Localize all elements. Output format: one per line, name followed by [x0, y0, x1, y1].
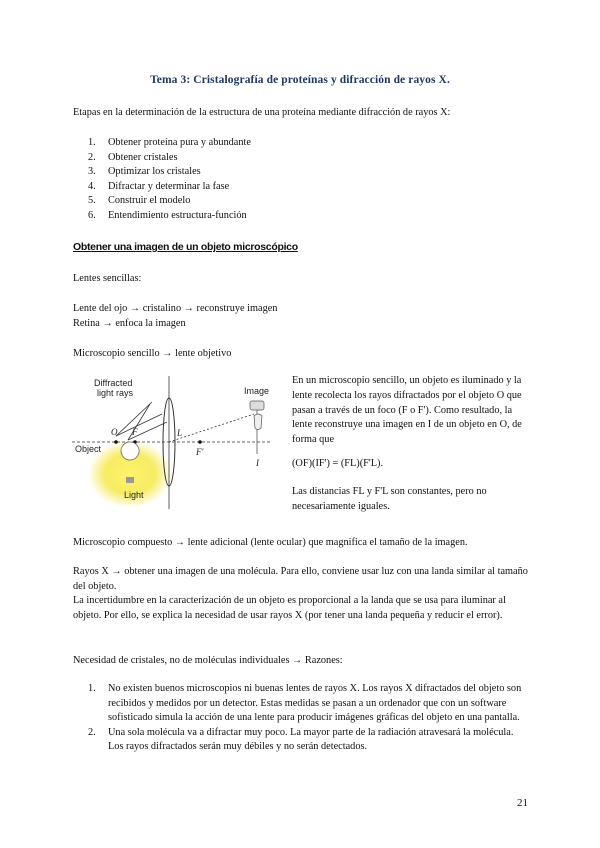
list-text: Optimizar los cristales — [108, 166, 201, 178]
list-number: 3. — [88, 166, 96, 178]
list-item — [88, 209, 251, 224]
intro-paragraph: Etapas en la determinación de la estructura de una proteína mediante difracción de rayos X: — [73, 107, 451, 118]
necesidad-paragraph: Necesidad de cristales, no de moléculas individuales → Razones: — [73, 655, 343, 666]
label-O: O — [111, 427, 118, 437]
label-light: Light — [124, 490, 144, 500]
list-text: Obtener proteína pura y abundante — [108, 137, 251, 148]
list-item — [88, 151, 251, 166]
incertidumbre-paragraph: La incertidumbre en la caracterización de un objeto es proporcional a la landa que se usa para iluminar al objeto. Por ello, se explica la necesidad de usar rayos X (por tener una landa pequeña y reducir el error). — [73, 595, 506, 621]
label-diffracted: Diffracted — [94, 378, 133, 388]
page-number: 21 — [517, 797, 528, 809]
page-title: Tema 3: Cristalografía de proteínas y difracción de rayos X. — [150, 74, 450, 86]
list-number: 6. — [88, 209, 96, 221]
list-text: Obtener cristales — [108, 151, 178, 163]
section-heading: Obtener una imagen de un objeto microscópico — [73, 241, 298, 253]
ojo-line: Lente del ojo → cristalino → reconstruye imagen — [73, 303, 278, 314]
label-light-rays: light rays — [97, 388, 134, 398]
bulb-icon — [121, 442, 139, 460]
image-screen-icon — [250, 401, 264, 410]
list-number: 4. — [88, 180, 96, 192]
list-number: 2. — [88, 726, 96, 738]
label-I: I — [256, 458, 259, 468]
label-Fprime: F' — [196, 447, 204, 457]
list-item — [88, 180, 251, 195]
label-image: Image — [244, 386, 270, 396]
label-L: L — [177, 428, 183, 438]
list-text: Una sola molécula va a difractar muy poco. La mayor parte de la radiación atravesará la molécula. Los rayos difractados serán muy débiles y no serán detectados. — [108, 726, 514, 753]
label-F: F — [132, 427, 138, 437]
list-item — [88, 194, 251, 209]
list-number: 2. — [88, 151, 96, 163]
list-item — [88, 726, 528, 755]
compuesto-paragraph: Microscopio compuesto → lente adicional (lente ocular) que magnifica el tamaño de la imagen. — [73, 537, 468, 548]
label-object: Object — [75, 444, 102, 454]
microscope-diagram — [72, 374, 280, 509]
list-text: Entendimiento estructura-función — [108, 209, 247, 221]
distances-paragraph: Las distancias FL y F'L son constantes, pero no necesariamente iguales. — [292, 485, 487, 512]
list-item — [88, 136, 251, 151]
list-number: 1. — [88, 683, 96, 694]
steps-list — [88, 136, 251, 224]
rayos-x-paragraph: Rayos X → obtener una imagen de una molécula. Para ello, conviene usar luz con una landa similar al tamaño del objeto. — [73, 566, 528, 592]
point-Fprime — [198, 440, 202, 444]
list-item — [88, 682, 528, 726]
formula: (OF)(IF') = (FL)(F'L). — [292, 457, 384, 469]
list-number: 1. — [88, 137, 96, 148]
bulb-base-icon — [126, 477, 134, 483]
retina-line: Retina → enfoca la imagen — [73, 318, 186, 329]
list-item — [88, 165, 251, 180]
microscopio-sencillo-text: Microscopio sencillo → lente objetivo — [73, 348, 232, 359]
explanation-paragraph: En un microscopio sencillo, un objeto es iluminado y la lente recolecta los rayos difractados por el objeto O que pasan a través de un foco (F o F'). Como resultado, la lente reconstruye una imagen en I de un objeto en O, de forma que — [292, 375, 522, 446]
lentes-sencillas-text: Lentes sencillas: — [73, 273, 142, 284]
list-text: Difractar y determinar la fase — [108, 180, 230, 192]
list-text: No existen buenos microscopios ni buenas lentes de rayos X. Los rayos X difractados del objeto son recibidos y medidos por un detector. Estas medidas se pasan a un ordenador que con un software sofisticado simula la acción de una lente para producir imágenes gráficas del objeto en una pantalla. — [108, 683, 522, 724]
point-O — [114, 440, 118, 444]
image-figure-icon — [254, 414, 262, 430]
reasons-list — [88, 682, 528, 755]
list-text: Construir el modelo — [108, 195, 191, 207]
microscope-explanation — [292, 374, 528, 514]
list-number: 5. — [88, 195, 96, 207]
